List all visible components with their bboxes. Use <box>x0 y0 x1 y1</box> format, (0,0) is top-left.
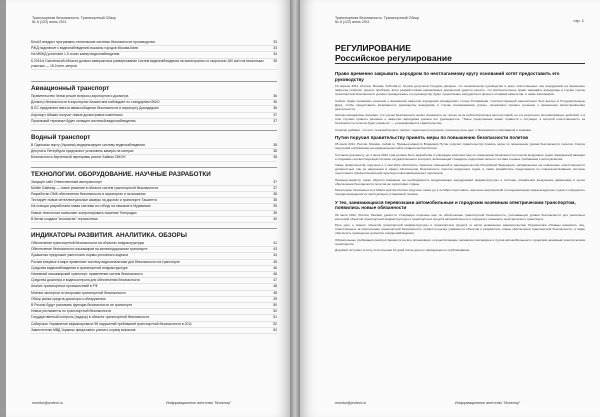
toc-entry-page: 46 <box>273 272 277 277</box>
toc-entry-title: В России будут усиливать функции безопасности на транспорте <box>31 303 133 308</box>
toc-entry-title: В ЕС предлагают ввести авиасообщения безопасности в аэропорту Домодедово <box>31 106 159 111</box>
toc-entry-page: 36 <box>273 94 277 98</box>
article-paragraph: Сенатор добавил, что этот тезисный вопрос требует тщательного изучения, поскольку речь идет о безопасности пассажиров и экипажа. <box>335 127 532 132</box>
toc-entry-page: 36 <box>273 106 277 111</box>
toc-entry-title: Средства видеонаблюдения в транспортной инфраструктуре <box>31 265 128 270</box>
toc-entry-title: Разработан ОМК обеспечения безопасности в аэропортах и на вокзалах <box>31 192 146 197</box>
right-header: Транспортная безопасность. Транспортный Обзор № 8 (122) июль 2011 <box>335 16 420 25</box>
toc-entry-page: 37 <box>273 112 277 117</box>
toc-entry-page: 45 <box>273 259 277 264</box>
toc-entry[interactable] <box>31 119 277 125</box>
toc-entry-page: 39 <box>273 210 277 215</box>
article-paragraph: Премьер-министр также обратил внимание на необходимость модернизации аэродромной инфраструктуры и системы управления воздушным движением в целях обеспечения безопасности полетов на территории страны. <box>335 177 585 186</box>
right-page <box>300 0 600 417</box>
toc-entry[interactable] <box>31 155 277 161</box>
toc-entry[interactable] <box>31 217 277 223</box>
toc-entry-page: 43 <box>273 247 277 252</box>
toc-entry-title: Досмотр безопасности в аэропортах Казахстана наблюдает по стандартам ИКАО <box>31 100 160 105</box>
toc-entry[interactable] <box>31 59 277 70</box>
toc-entry-page: 34 <box>273 52 277 57</box>
toc-entry-page: 52 <box>273 321 277 326</box>
toc-entry-title: Mobile Gateway — новое решение в области систем транспортной безопасности <box>31 185 159 190</box>
toc-entry-title: Сибирское Управление зафиксировало 98 нарушений требований транспортной безопасности в 2011 <box>31 321 192 326</box>
toc-entry-page: 41 <box>273 241 277 246</box>
toc-entry-title: Обзор рынка средств досмотра и обнаружения <box>31 296 106 301</box>
article-headline: Путин поручил правительству принять меры по повышению безопасности полетов <box>335 134 529 140</box>
toc-entry-title: Обеспечение транспортной безопасности на объектах инфраструктуры <box>31 241 145 246</box>
toc-entry-title: Депутаты Петербурга предлагают установить камеры на катерах <box>31 149 134 154</box>
article-paragraph: Сейчас право принимать решения о временном закрытии аэродрома принадлежит только Росавиации. Соответствующий законопроект был внесен в Государственную Думу, чтобы предоставить возможность руководству аэродрома, в случае возникновения угрозы, оперативно принять решение о временном приостановлении деятельности. <box>335 98 585 111</box>
page-number: стр. 1 <box>573 18 584 23</box>
toc-entry-page: 39 <box>273 204 277 209</box>
toc-entry-page: 49 <box>273 296 277 301</box>
article-paragraph: 06 июля 2011, Россия, Москва, garant.ru. Утвержден перечень мер по обеспечению транспортной безопасности, учитывающих уровни безопасности для различных категорий объектов транспортной инфраструктуры и транспортных средств автомобильного и городского наземного электрического транспорта. <box>335 212 585 221</box>
toc-entry-title: Пулковский терминал будет оснащен системой видеонаблюдения <box>31 118 136 123</box>
toc-entry-page: 33 <box>273 40 277 44</box>
article-paragraph: Авторы инициативы полагают, что угроза безопасности может возникнуть не только из-за неблагоприятных метеоусловий, но и в результате противоправных действий, и в этих случаях принять решение о закрытии аэродрома должен его руководитель. "Такое предложение может привести к ситуации, в которой ответственность за безопасность полетов будет размыта", — резюмировали в правительстве. <box>335 113 585 126</box>
article-paragraph: Документ вступает в силу по истечении 10 дней после дня его официального опубликования. <box>335 248 471 253</box>
toc-entry-title: Запущен сайт Ответственный автотранспорт <box>31 179 102 184</box>
toc-entry-title: Лукашенко предложит ужесточить нормы уголовного кодекса <box>31 253 128 258</box>
toc-entry-page: 51 <box>273 315 277 320</box>
right-footer-email: monitor@protect.ru <box>335 401 366 405</box>
toc-entry-page: 37 <box>273 185 277 190</box>
toc-entry-page: 38 <box>273 143 277 148</box>
section-title <box>335 44 585 63</box>
toc-entry-title: России впервые в мире применяют систему видеоаналитики для безопасности на транспорте <box>31 259 180 264</box>
toc-entry-page: 46 <box>273 265 277 270</box>
toc-entry-page: 52 <box>273 327 277 332</box>
toc-entry-page: 47 <box>273 278 277 283</box>
left-footer-agency: Информационное агентство "Монитор" <box>166 401 232 405</box>
toc-entry-title: Средства досмотра и видеоконтроля для обеспечения безопасности <box>31 278 140 283</box>
toc-entry-page: 37 <box>273 118 277 123</box>
section-title-main: РЕГУЛИРОВАНИЕ <box>335 43 411 53</box>
toc-entry-page: 35 <box>273 58 277 63</box>
article-paragraph: Также правительству поручено к 1 сентября обеспечить принятие изменений в законодательство Российской Федерации, направленных на повышение ответственности должностных лиц за нарушения в сфере обеспечения безопасности полетов воздушных судов, а также разработать предложения по совершенствованию системы подготовки и профессиональной переподготовки авиационного персонала. <box>335 163 585 176</box>
toc-entry-page: 36 <box>273 100 277 105</box>
left-page <box>6 0 290 417</box>
book-gutter <box>290 0 300 417</box>
toc-entry-title: БелАЗ внедрит программно-технические системы безопасности производства <box>31 40 155 44</box>
article-paragraph: 05 июля 2011, Россия, Москва, rosbalt.ru. Премьер-министр Владимир Путин поручил правительству принять меры по повышению уровня безопасности полетов. Список поручений опубликован на официальном сайте правительства России. <box>335 142 585 151</box>
toc-entry-title: Правительство Чехии решит вопросы аэропортов и досмотра <box>31 94 129 98</box>
article-paragraph: Речь идет о защите объектов транспортной инфраструктуры и транспортных средств от актов незаконного вмешательства. Перевозчики обязаны назначить лиц, ответственных за обеспечение транспортной безопасности, провести оценку уязвимости объектов и разработать планы обеспечения транспортной безопасности, а также обеспечить проведение досмотра и видеонаблюдения. <box>335 223 585 236</box>
toc-entry-title: Мнение экспертов по вопросам транспортной безопасности <box>31 290 126 295</box>
article-headline: Право временно закрывать аэродром по неотлагаемому кругу оснований хотят предоставить его руководству <box>335 71 560 82</box>
toc-entry[interactable] <box>31 328 277 334</box>
toc-entry-title: Наземный пассажирский транспорт: применение систем безопасности <box>31 272 143 277</box>
toc-entry-title: Заместителю МВД Украины предложено усилить охрану вокзалов <box>31 327 136 332</box>
right-footer-agency: Информационное агентство "Монитор" <box>455 401 521 405</box>
toc-entry-title: Анализ транспортных происшествий в РФ <box>31 284 98 289</box>
toc-entry-title: На МКЖД установят 1,5 тысяч камер видеонаблюдения <box>31 52 120 57</box>
toc-entry-page: 38 <box>273 192 277 197</box>
article-paragraph: Мониторинг безопасности в Министерстве России поручено также до 1 октября подготовить перечень мероприятий по модернизации парка воздушных судов и определить порядок выведения из эксплуатации устаревшей техники. <box>335 188 585 197</box>
section-title-sub: Российское регулирование <box>335 52 452 63</box>
title-rule <box>335 63 585 64</box>
article-paragraph: Обязательные требования распространяются на все организации, осуществляющие перевозки пассажиров и грузов автомобильным и городским наземным электрическим транспортом. <box>335 237 585 246</box>
toc-entry-title: В Одесском порту (Украина) модернизируют систему видеонаблюдения <box>31 143 145 148</box>
toc-entry-title: Безопасность Керченской переправы усилят Байкал ОМОН <box>31 155 126 160</box>
toc-entry-title: Тестирует новые интеллектуальные камеры на дорогах и транспорте Ташкента <box>31 198 157 203</box>
toc-entry-page: 38 <box>273 155 277 160</box>
toc-sections <box>31 76 277 334</box>
articles <box>335 68 585 255</box>
left-header: Транспортная безопасность. Транспортный Обзор № 8 (122) июль 2011 <box>32 16 117 25</box>
toc-entry-title: Новые технологии позволяют контролировать ношение Телерадио <box>31 210 137 215</box>
toc-entry-title: К 2016 в Смоленской области должно завершиться развертывание систем видеонаблюдения на магистралях со скоростью 160 км/ч на нескольких участках — 15,0 млн. метров <box>31 58 264 68</box>
toc-entry-page: 48 <box>273 290 277 295</box>
toc-entry-page: 50 <box>273 309 277 314</box>
toc-entry-page: 40 <box>273 216 277 221</box>
toc-section-heading: ИНДИКАТОРЫ РАЗВИТИЯ. АНАЛИТИКА. ОБЗОРЫ <box>31 228 277 239</box>
left-footer-email: monitor@protect.ru <box>32 401 63 405</box>
toc-entry-page: 44 <box>273 253 277 258</box>
toc-entry-title: Государственный контроль (надзор) в области транспортной безопасности <box>31 315 150 320</box>
article-paragraph: Согласно документу, до 1 июля 2012 года должен быть разработан и утвержден комплекс мер по повышению безопасности полетов воздушных судов гражданской авиации и созданию соответствующей системы государственного контроля, включающей стандарты подготовки летного состава и новые требования к эксплуатантам. <box>335 152 585 161</box>
toc-section-heading: Авиационный транспорт <box>31 81 277 92</box>
article-paragraph: 19 апреля 2011, Россия, Москва, ttnPortal.ru. Группа депутатов Госдумы уверена, что экономически руководство и иных ответственных лиц аэродромов на временное закрытие позволит решить проблему. Если разработчикам нормативных документов удастся решить, что исключительное право закрывать аэродромы в случае угрозы транспортной безопасности должно принадлежать его руководству, будет существенно затрудняться прием и отправка самолетов, а также пассажиров. <box>335 84 585 97</box>
toc-top <box>31 40 277 70</box>
toc-section-heading: ТЕХНОЛОГИИ. ОБОРУДОВАНИЕ. НАУЧНЫЕ РАЗРАБОТКИ <box>31 167 277 178</box>
toc-section-heading: Водный транспорт <box>31 130 277 141</box>
toc-entry-title: РЖД подключит к видеонаблюдению вокзалы городов Москва-Киев <box>31 46 138 51</box>
toc-entry-title: Аэропорт Абакан получит новые досмотровые комплексы <box>31 112 123 117</box>
toc-entry-title: На станции разработана новая система по отбору на таможне в Мурманске <box>31 204 151 209</box>
toc-entry-page: 48 <box>273 284 277 289</box>
toc-entry-page: 50 <box>273 303 277 308</box>
toc-entry-page: 38 <box>273 149 277 154</box>
article-headline: У тех, занимающихся перевозками автомобильным и городским наземным электрическим транспортом, появились новые обязанности <box>335 199 576 211</box>
toc-entry-page: 38 <box>273 198 277 203</box>
toc-entry-title: Новые регламенты по транспортной безопасности <box>31 309 111 314</box>
toc-entry-title: В Китае создана "волосатая" терпсистема <box>31 216 98 221</box>
toc-entry-title: Обеспечение безопасности пассажиров на железнодорожном транспорте <box>31 247 148 252</box>
toc-entry-page: 34 <box>273 46 277 51</box>
toc-entry-page: 37 <box>273 179 277 184</box>
